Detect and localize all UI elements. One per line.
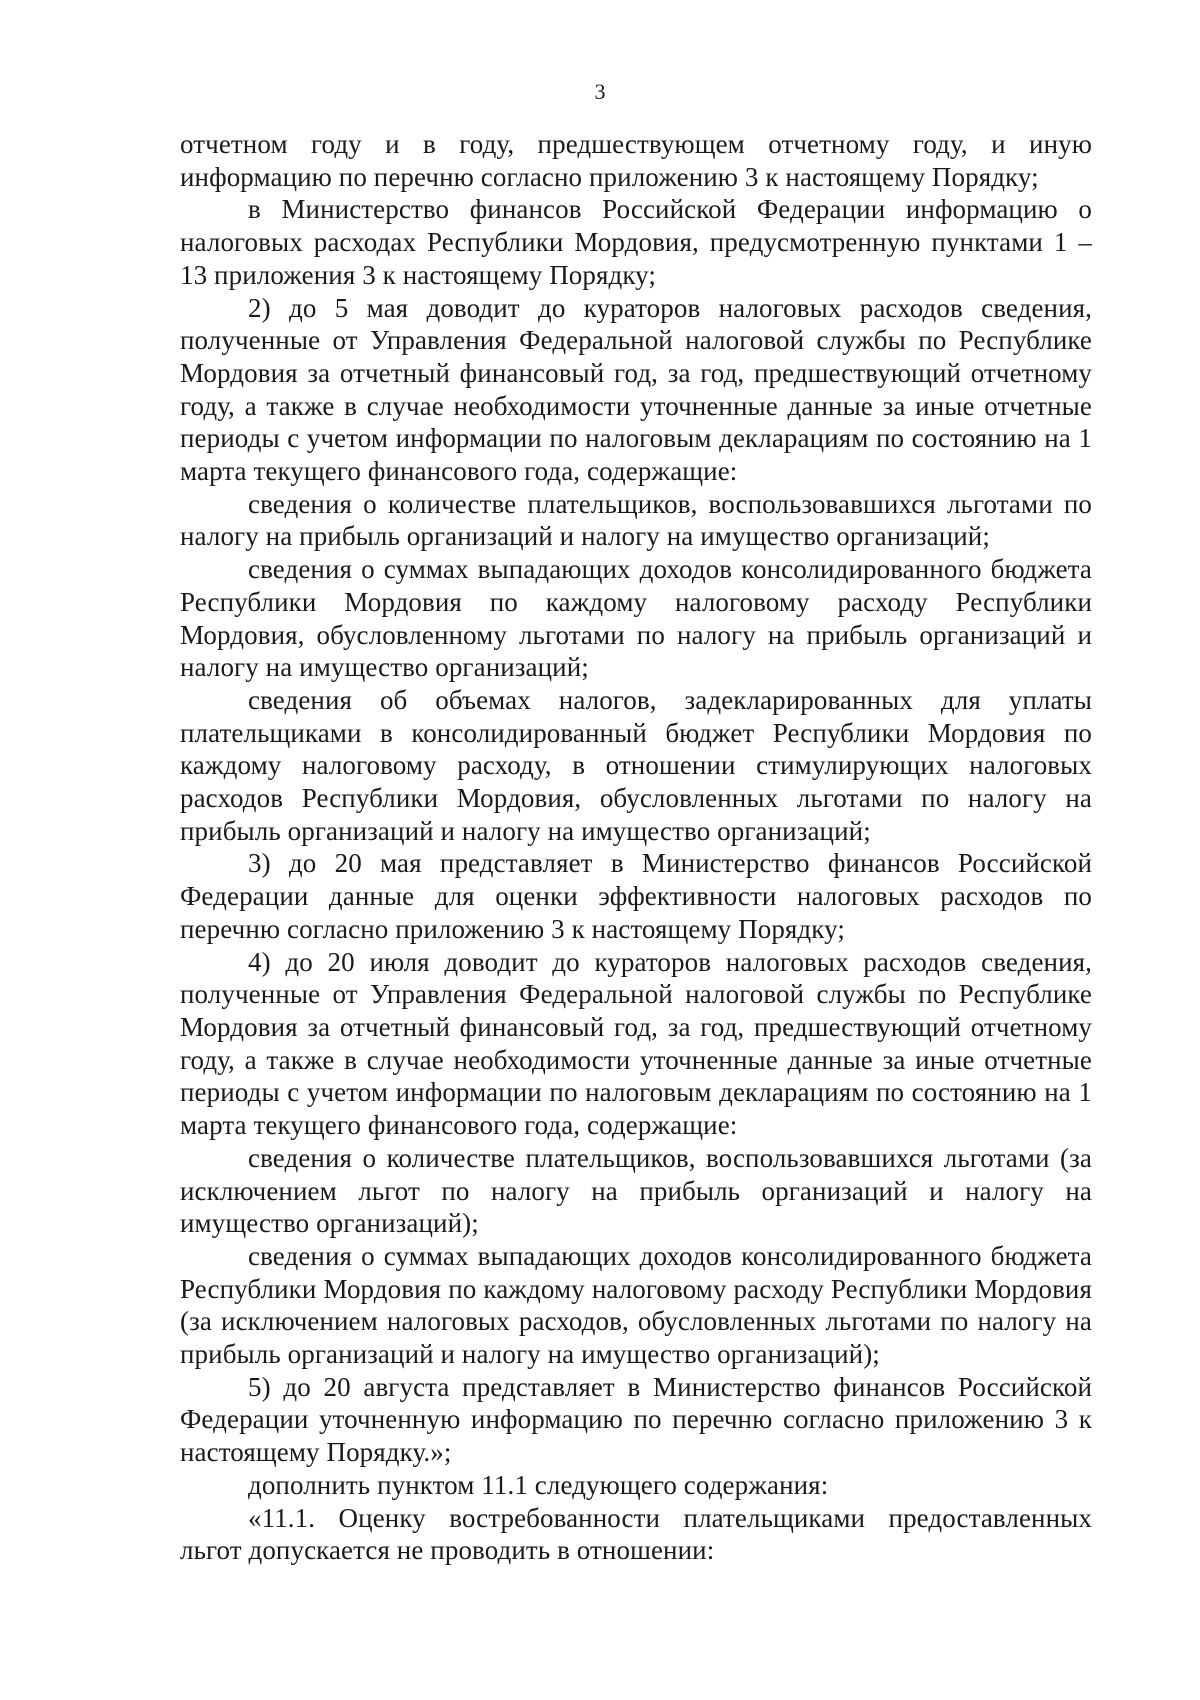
paragraph: дополнить пунктом 11.1 следующего содержания: (248, 1469, 829, 1500)
paragraph: 5) до 20 августа представляет в Министерство финансов Российской Федерации уточненную информацию по перечню согласно приложению 3 к настоящему Порядку.»; (180, 1371, 1092, 1468)
paragraph: отчетном году и в году, предшествующем отчетному году, и иную информацию по перечню согласно приложению 3 к настоящему Порядку; (180, 129, 1092, 192)
paragraph: сведения о количестве плательщиков, воспользовавшихся льготами (за исключением льгот по налогу на прибыль организаций и налогу на имущество организаций); (180, 1142, 1092, 1239)
paragraph: сведения о суммах выпадающих доходов консолидированного бюджета Республики Мордовия по каждому налоговому расходу Республики Мордовия (за исключением налоговых расходов, обусловленных льготами по налогу на прибыль организаций и налогу на имущество организаций); (180, 1240, 1092, 1370)
paragraph: сведения о суммах выпадающих доходов консолидированного бюджета Республики Мордовия по каждому налоговому расходу Республики Мордовия, обусловленному льготами по налогу на прибыль организаций и налогу на имущество организаций; (180, 554, 1092, 683)
paragraph: 3) до 20 мая представляет в Министерство финансов Российской Федерации данные для оценки эффективности налоговых расходов по перечню согласно приложению 3 к настоящему Порядку; (180, 848, 1092, 944)
paragraph: в Министерство финансов Российской Федерации информацию о налоговых расходах Республики Мордовия, предусмотренную пунктами 1 – 13 приложения 3 к настоящему Порядку; (180, 194, 1092, 290)
paragraph: 2) до 5 мая доводит до кураторов налоговых расходов сведения, полученные от Управления Федеральной налоговой службы по Республике Мордовия за отчетный финансовый год, за год, предшествующий отчетному году, а также в случае необходимости уточненные данные за иные отчетные периоды с учетом информации по налоговым декларациям по состоянию на 1 марта текущего финансового года, содержащие: (180, 292, 1092, 487)
paragraph: «11.1. Оценку востребованности плательщиками предоставленных льгот допускается не проводить в отношении: (180, 1502, 1092, 1566)
page-number: 3 (594, 79, 606, 104)
paragraph: сведения об объемах налогов, задекларированных для уплаты плательщиками в консолидированный бюджет Республики Мордовия по каждому налоговому расходу, в отношении стимулирующих налоговых расходов Республики Мордовия, обусловленных льготами по налогу на прибыль организаций и налогу на имущество организаций; (180, 684, 1092, 846)
paragraph: сведения о количестве плательщиков, воспользовавшихся льготами по налогу на прибыль организаций и налогу на имущество организаций; (180, 488, 1092, 552)
paragraph: 4) до 20 июля доводит до кураторов налоговых расходов сведения, полученные от Управления Федеральной налоговой службы по Республике Мордовия за отчетный финансовый год, за год, предшествующий отчетному году, а также в случае необходимости уточненные данные за иные отчетные периоды с учетом информации по налоговым декларациям по состоянию на 1 марта текущего финансового года, содержащие: (180, 946, 1092, 1141)
document-body (180, 128, 1092, 1567)
